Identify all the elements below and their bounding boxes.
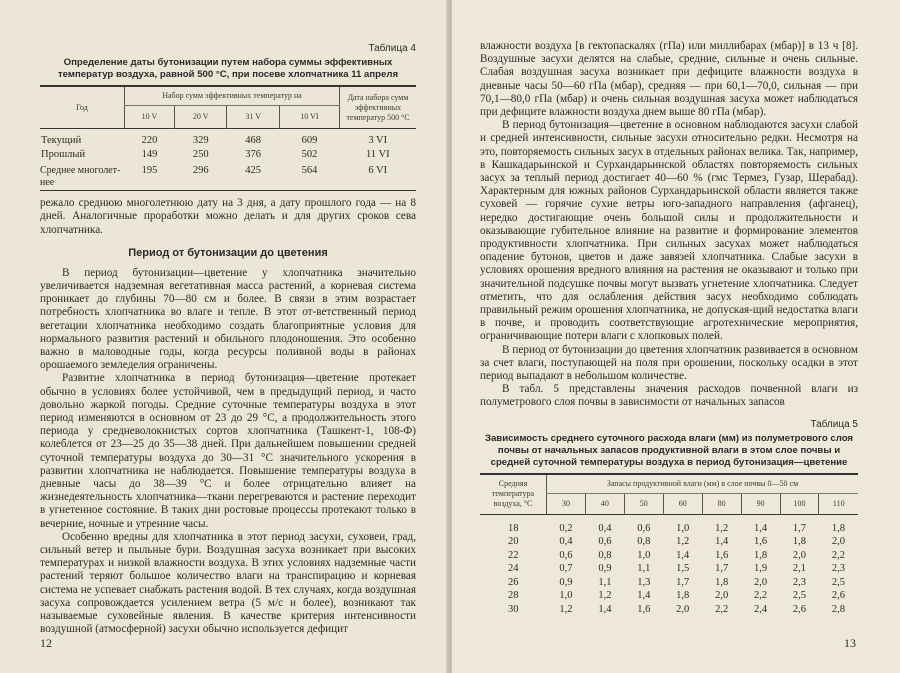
cell: 2,2	[754, 590, 768, 602]
cell: 2,0	[676, 603, 690, 615]
cell: 0,9	[559, 576, 573, 588]
cell: 1,8	[676, 590, 690, 602]
paragraph: В период от бутонизации до цветения хлопчатник развивается в основном за счет влаги, поступающей на поля при орошении, поскольку осадки в этот период выпадают в небольшом количестве.	[480, 343, 858, 383]
table4-caption: Определение даты бутонизации путем набора суммы эффективных температур воздуха, равной 500 °С, при посеве хлопчатника 11 апреля	[57, 57, 399, 81]
cell: 1,6	[754, 536, 768, 548]
cell: 564	[301, 165, 318, 177]
table5-subcol: 110	[819, 493, 858, 514]
table4-col-date: Дата набора сумм эффективных температур 500 °С	[340, 86, 417, 129]
cell: 1,7	[792, 522, 807, 534]
table-row	[480, 535, 858, 549]
paragraph: влажности воздуха [в гектопаскалях (гПа) или миллибарах (мбар)] в 13 ч [8]. Воздушные засухи делятся на слабые, средние, сильные и очень сильные. Слабая воздушная засуха возникает при дефиците влажности воздуха в дневные часы 50—60 гПа (мбар), средняя — при 60,1—70,0, сильная — при 70,1—80,0 гПа (мбар) и очень сильная воздушная засуха может наблюдаться при дефиците влажности воздуха днем выше 80 гПа (мбар).	[480, 40, 858, 119]
cell: 1,0	[559, 590, 573, 602]
cell: 2,4	[754, 603, 768, 615]
page-number: 12	[40, 636, 52, 650]
cell: 2,6	[792, 603, 807, 615]
table4-number: Таблица 4	[368, 43, 416, 54]
cell: 1,2	[715, 522, 729, 534]
cell: 2,3	[792, 576, 807, 588]
cell: 220	[141, 135, 158, 147]
table-row	[480, 562, 858, 576]
row-label: Текущий	[41, 135, 82, 147]
cell: 2,5	[831, 576, 846, 588]
cell: 2,2	[715, 603, 729, 615]
table-row	[40, 148, 416, 162]
right-column	[480, 40, 858, 616]
table-row	[480, 603, 858, 617]
cell: 2,6	[831, 590, 846, 602]
section-heading: Период от бутонизации до цветения	[128, 246, 328, 259]
cell: 2,2	[831, 549, 846, 561]
cell: 11 VI	[365, 148, 390, 160]
cell: 1,3	[637, 576, 651, 588]
cell: 195	[141, 165, 158, 177]
paragraph: В период бутонизация—цветение в основном наблюдаются засухи слабой и средней интенсивности, сильные засухи относительно редки. Несмотря на это, повторяемость сильных засух в отдельных районах велика. Так, например, в Кашкадарьинской и Сурхандарьинской областях повторяемость сильных засух за теплый период достигает 40—60 % (гмс Термез, Гузар, Шерабад). Характерным для южных районов Сурхандарьинской области является также суховей — горячие сухие ветры юго-западного направления (афганец), нередко достигающие очень большой силы и продолжительности и оказывающие губительное влияние на развитие и формирование элементов продуктивности хлопчатника. При сильных засухах может наблюдаться опадение бутонов, цветов и даже завязей хлопчатника. Слабые засухи в условиях орошения вредного влияния на растения не оказывают и только при значительной подсушке почвы могут вызвать угнетение хлопчатника. Следует отметить, что для ослабления действия засух необходимо соблюдать правильный режим орошения хлопчатника, не допуская-щий недостатка влаги в почве, и проводить соответствующие агротехнические мероприятия, ограничивающие потери влаги с хлопковых полей.	[480, 119, 858, 343]
table5-caption: Зависимость среднего суточного расхода влаги (мм) из полуметрового слоя почвы от начальных запасов продуктивной влаги в этом слое почвы и средней суточной температуры воздуха в период бутонизация—цветение	[484, 432, 854, 468]
table5-body	[480, 514, 858, 616]
cell: 1,6	[715, 549, 729, 561]
cell: 0,2	[559, 522, 573, 534]
cell: 1,7	[715, 563, 729, 575]
right-page	[452, 0, 900, 673]
paragraph: В период бутонизации—цветение у хлопчатника значительно увеличивается надземная вегетативная масса растений, а корневая система проникает до глубины 70—80 см и более. В связи в этим возрастает потребность хлопчатника во влаге и тепле. В этот от-ветственный период вегетации хлопчатника необходимо создать благоприятные условия для нормального развития растений и обильного плодоношения. Это особенно важно в маловодные годы, когда ресурсы поливной воды в районах орошаемого земледелия ограничены.	[40, 266, 416, 372]
cell: 1,0	[676, 522, 690, 534]
cell: 18	[508, 522, 519, 534]
cell: 1,4	[715, 536, 729, 548]
table-row	[480, 549, 858, 563]
table5-subcol: 60	[663, 493, 702, 514]
table5-col-group: Запасы продуктивной влаги (мм) в слое почвы 0—50 см	[547, 474, 859, 494]
cell: 0,9	[598, 563, 612, 575]
table4	[40, 85, 416, 191]
table-row	[40, 161, 416, 191]
cell: 0,4	[598, 522, 612, 534]
cell: 0,6	[598, 536, 612, 548]
cell: 3 VI	[368, 135, 388, 147]
paragraph: режало среднюю многолетнюю дату на 3 дня, а дату прошлого года — на 8 дней. Аналогичные проработки можно делать и для других сроков сева хлопчатника.	[40, 197, 416, 236]
cell: 1,5	[676, 563, 690, 575]
paragraph: В табл. 5 представлены значения расходов почвенной влаги из полуметрового слоя почвы в зависимости от начальных запасов	[480, 383, 858, 409]
table4-col-year: Год	[40, 86, 125, 129]
cell: 0,6	[637, 522, 651, 534]
table5-subcol: 100	[780, 493, 819, 514]
cell: 502	[301, 148, 318, 160]
cell: 1,4	[637, 590, 651, 602]
cell: 22	[508, 549, 519, 561]
cell: 0,7	[559, 563, 573, 575]
cell: 1,2	[559, 603, 573, 615]
cell: 2,0	[792, 549, 807, 561]
table-row	[480, 589, 858, 603]
cell: 425	[245, 165, 262, 177]
cell: 609	[301, 135, 318, 147]
cell: 250	[192, 148, 209, 160]
cell: 468	[245, 135, 262, 147]
cell: 296	[192, 165, 209, 177]
page-number: 13	[844, 636, 856, 650]
table4-subcol: 10 VI	[279, 106, 339, 129]
cell: 1,4	[676, 549, 690, 561]
table5-col-temp: Средняя температура воздуха, °С	[480, 474, 547, 515]
table-row	[480, 576, 858, 590]
cell: 1,0	[637, 549, 651, 561]
table5-subcol: 30	[547, 493, 586, 514]
paragraph: Особенно вредны для хлопчатника в этот период засухи, суховеи, град, сильный ветер и пыльные бури. Воздушная засуха возникает при высоких температурах и низкой влажности воздуха. В этих условиях надземные части растений теряют большое количество влаги на транспирацию и корневая система не успевает снабжать растения водой. В тех случаях, когда воздушная засуха сопровождается усилением ветра (5 м/с и более), возникают так называемые суховейные явления. В качестве критерия интенсивности воздушной (атмосферной) засухи обычно используется дефицит	[40, 530, 416, 636]
table-row	[480, 514, 858, 535]
cell: 1,8	[754, 549, 768, 561]
table4-subcol: 10 V	[125, 106, 175, 129]
table-row	[40, 129, 416, 148]
row-label: Прошлый	[41, 148, 86, 160]
cell: 0,8	[598, 549, 612, 561]
table5-subcol: 80	[702, 493, 741, 514]
cell: 0,8	[637, 536, 651, 548]
cell: 0,4	[559, 536, 573, 548]
row-label: Среднее многолет-нее	[40, 165, 121, 188]
cell: 28	[508, 590, 519, 602]
cell: 376	[245, 148, 262, 160]
table5-subcol: 40	[585, 493, 624, 514]
table5-number: Таблица 5	[810, 418, 858, 430]
cell: 2,8	[831, 603, 846, 615]
cell: 20	[508, 536, 519, 548]
cell: 1,8	[831, 522, 846, 534]
cell: 0,6	[559, 549, 573, 561]
cell: 26	[508, 576, 519, 588]
table5-subcol: 50	[624, 493, 663, 514]
cell: 1,7	[676, 576, 690, 588]
cell: 1,9	[754, 563, 768, 575]
cell: 1,2	[598, 590, 612, 602]
cell: 1,4	[754, 522, 768, 534]
cell: 1,1	[637, 563, 651, 575]
cell: 2,5	[792, 590, 807, 602]
table5-subcol: 90	[741, 493, 780, 514]
table4-subcol: 20 V	[174, 106, 226, 129]
cell: 1,4	[598, 603, 612, 615]
cell: 1,8	[792, 536, 807, 548]
cell: 2,1	[792, 563, 807, 575]
left-page	[0, 0, 448, 673]
cell: 2,3	[831, 563, 846, 575]
cell: 1,1	[598, 576, 612, 588]
table4-subcol: 31 V	[227, 106, 279, 129]
table4-col-group: Набор сумм эффективных температур на	[125, 86, 340, 106]
cell: 149	[141, 148, 158, 160]
cell: 1,6	[637, 603, 651, 615]
cell: 24	[508, 563, 519, 575]
left-column	[40, 42, 416, 637]
cell: 2,0	[754, 576, 768, 588]
cell: 30	[508, 603, 519, 615]
cell: 1,8	[715, 576, 729, 588]
table5	[480, 473, 858, 617]
cell: 2,0	[831, 536, 846, 548]
cell: 1,2	[676, 536, 690, 548]
paragraph: Развитие хлопчатника в период бутонизация—цветение протекает обычно в условиях более устойчивой, чем в предыдущий период, и часто довольно жаркой погоды. Средние суточные температуры воздуха в этот период изменяются в основном от 23 до 29 °С, а продолжительность этого периода у средневолокнистых сортов хлопчатника (Ташкент-1, 108-Ф) колеблется от 23—25 до 35—38 дней. При дальнейшем повышении средней суточной температуры воздуха до 30—31 °С значительного ускорения в развитии хлопчатника не наблюдается. Повышение температуры воздуха в дневные часы до 38—39 °С и более отрицательно влияет на жизнедеятельность хлопчатника—ткани перегреваются и растение переходит в угнетенное состояние. В таких дни ростовые процессы протекают только в вечерние, ночные и утренние часы.	[40, 372, 416, 530]
cell: 2,0	[715, 590, 729, 602]
cell: 329	[192, 135, 209, 147]
cell: 6 VI	[368, 165, 388, 177]
